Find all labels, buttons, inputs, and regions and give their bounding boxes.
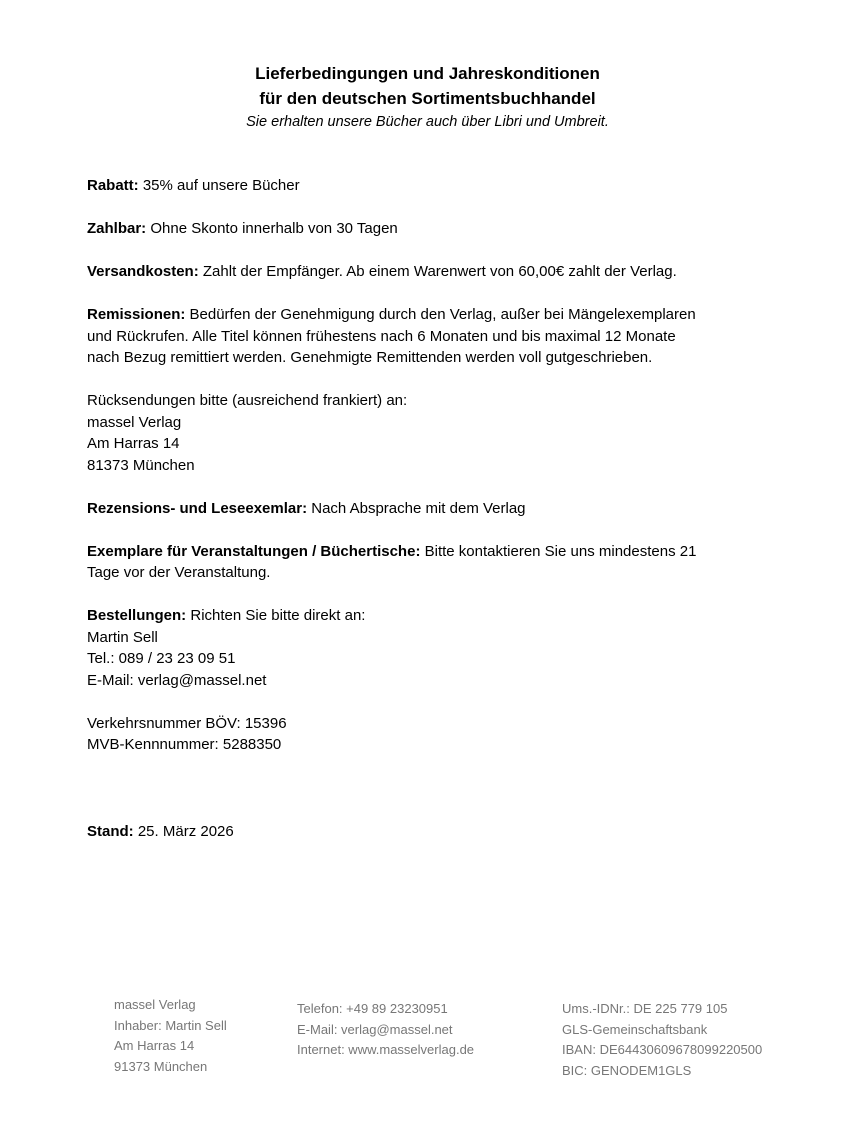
stand-line [87, 821, 234, 843]
stand-label: Stand: [87, 823, 134, 840]
footer-website: Internet: www.masselverlag.de [297, 1042, 475, 1058]
bestellungen-paragraph [87, 605, 747, 691]
rabatt-paragraph [87, 175, 747, 197]
zahlbar-label: Zahlbar: [87, 220, 147, 237]
remissionen-line-2: und Rückrufen. Alle Titel können frühestens nach 6 Monaten und bis maximal 12 Monate [87, 327, 676, 345]
ruecksendung-intro: Rücksendungen bitte (ausreichend frankiert) an: [87, 392, 408, 409]
document-header [0, 61, 855, 132]
footer-bank-column [562, 999, 762, 1082]
mvb-nummer: MVB-Kennnummer: 5288350 [87, 736, 282, 753]
exemplare-label: Exemplare für Veranstaltungen / Büchertische: [87, 542, 421, 560]
footer-contact-column [297, 999, 474, 1061]
bestellungen-text: Richten Sie bitte direkt an: [186, 607, 366, 624]
exemplare-line-2: Tage vor der Veranstaltung. [87, 564, 271, 581]
zahlbar-text: Ohne Skonto innerhalb von 30 Tagen [146, 220, 398, 237]
rezension-text: Nach Absprache mit dem Verlag [307, 499, 526, 517]
versand-label: Versandkosten: [87, 263, 199, 280]
exemplare-line-1: Bitte kontaktieren Sie uns mindestens 21 [420, 542, 697, 560]
ruecksendung-name: massel Verlag [87, 413, 182, 431]
versand-paragraph [87, 261, 747, 283]
versand-text: Zahlt der Empfänger. Ab einem Warenwert von 60,00€ zahlt der Verlag. [198, 263, 677, 280]
footer-street: Am Harras 14 [114, 1038, 195, 1054]
bestellungen-label: Bestellungen: [87, 607, 187, 624]
footer-bank-name: GLS-Gemeinschaftsbank [562, 1021, 708, 1037]
rezension-label: Rezensions- und Leseexemlar: [87, 499, 308, 517]
stand-date: 25. März 2026 [133, 823, 234, 840]
contact-name: Martin Sell [87, 628, 158, 646]
footer-vat-id: Ums.-IDNr.: DE 225 779 105 [562, 1001, 728, 1016]
rabatt-text: 35% auf unsere Bücher [138, 177, 300, 194]
rabatt-label: Rabatt: [87, 177, 139, 194]
verkehrsnummer: Verkehrsnummer BÖV: 15396 [87, 714, 287, 732]
ruecksendung-city: 81373 München [87, 456, 195, 474]
footer-iban: IBAN: DE64430609678099220500 [562, 1042, 763, 1058]
zahlbar-paragraph [87, 218, 747, 240]
remissionen-label: Remissionen: [87, 306, 186, 323]
footer-publisher: massel Verlag [114, 997, 196, 1012]
ruecksendung-address [87, 390, 747, 476]
title-line-1: Lieferbedingungen und Jahreskonditionen [255, 64, 600, 83]
contact-email: E-Mail: verlag@massel.net [87, 671, 267, 689]
footer-owner: Inhaber: Martin Sell [114, 1017, 227, 1033]
rezension-paragraph [87, 498, 747, 520]
exemplare-paragraph [87, 541, 747, 584]
footer-email: E-Mail: verlag@massel.net [297, 1021, 453, 1037]
footer-address-column [114, 995, 227, 1078]
title-line-2: für den deutschen Sortimentsbuchhandel [259, 89, 596, 108]
remissionen-line-1: Bedürfen der Genehmigung durch den Verlag, außer bei Mängelexemplaren [185, 306, 696, 323]
subtitle: Sie erhalten unsere Bücher auch über Libri und Umbreit. [246, 114, 609, 130]
remissionen-line-3: nach Bezug remittiert werden. Genehmigte Remittenden werden voll gutgeschrieben. [87, 349, 653, 366]
contact-tel: Tel.: 089 / 23 23 09 51 [87, 650, 236, 667]
remissionen-paragraph [87, 304, 747, 369]
footer-phone: Telefon: +49 89 23230951 [297, 1001, 448, 1016]
terms-body [87, 175, 747, 777]
footer-bic: BIC: GENODEM1GLS [562, 1063, 692, 1079]
ruecksendung-street: Am Harras 14 [87, 435, 180, 452]
identifiers-paragraph [87, 713, 747, 756]
footer-city: 91373 München [114, 1059, 208, 1075]
